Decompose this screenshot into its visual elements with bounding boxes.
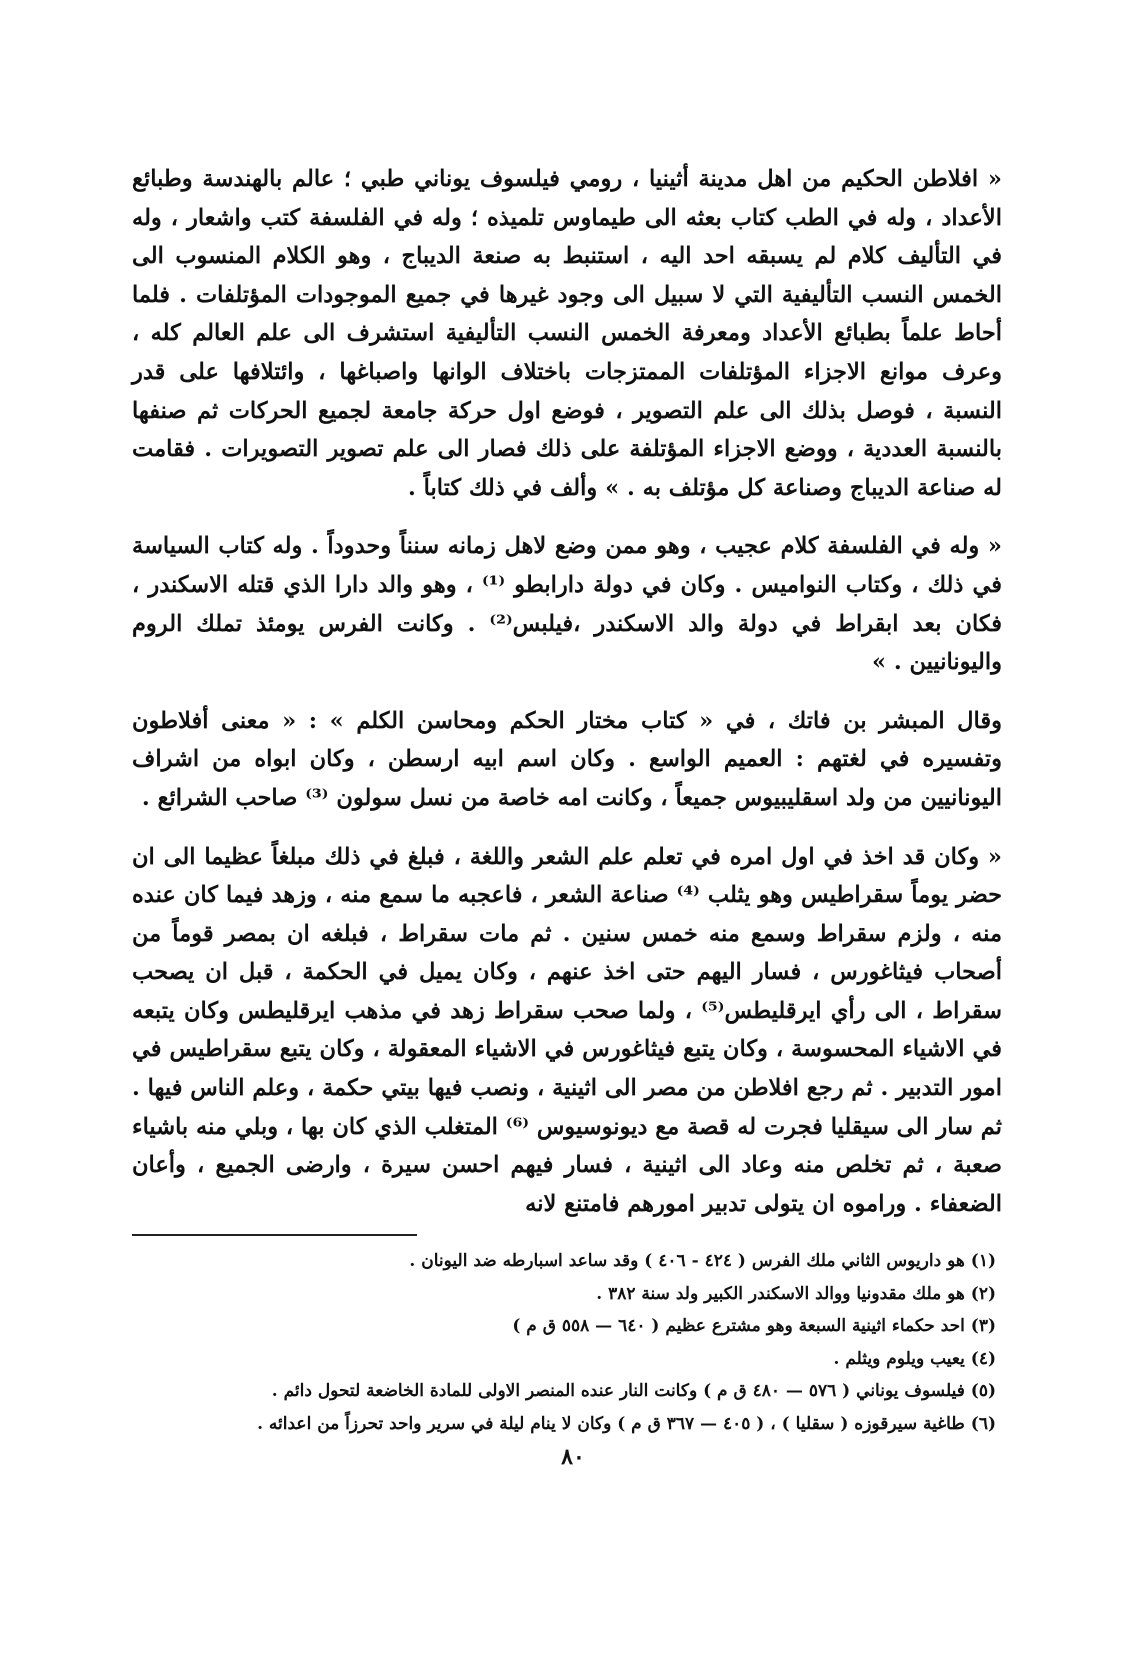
footnote-5: (٥) فيلسوف يوناني ( ٥٧٦ — ٤٨٠ ق م ) وكانت النار عنده المنصر الاولى للمادة الخاضعة لتحول دائم . (271, 1381, 996, 1401)
paragraph-4: « وكان قد اخذ في اول امره في تعلم علم الشعر واللغة ، فبلغ في ذلك مبلغاً عظيما الى ان حضر يوماً سقراطيس وهو يثلب ⁽⁴⁾ صناعة الشعر ، فاعجبه ما سمع منه ، وزهد فيما كان عنده منه ، ولزم سقراط وسمع منه خمس سنين . ثم مات سقراط ، فبلغه ان بمصر قوماً من أصحاب فيثاغورس ، فسار اليهم حتى اخذ عنهم ، وكان يميل في الحكمة ، قبل ان يصحب سقراط ، الى رأي ايرقليطس⁽⁵⁾ ، ولما صحب سقراط زهد في مذهب ايرقليطس وكان يتبعه في الاشياء المحسوسة ، وكان يتبع فيثاغورس في الاشياء المعقولة ، وكان يتبع سقراطيس في امور التدبير . ثم رجع افلاطن من مصر الى اثينية ، ونصب فيها بيتي حكمة ، وعلم الناس فيها . ثم سار الى سيقليا فجرت له قصة مع ديونوسيوس ⁽⁶⁾ المتغلب الذي كان بها ، وبلي منه باشياء صعبة ، ثم تخلص منه وعاد الى اثينية ، فسار فيهم احسن سيرة ، وارضى الجميع ، وأعان الضعفاء . وراموه ان يتولى تدبير امورهم فامتنع لانه (132, 843, 1002, 1217)
footnote-1: (١) هو داريوس الثاني ملك الفرس ( ٤٢٤ - ٤٠٦ ) وقد ساعد اسبارطه ضد اليونان . (409, 1251, 996, 1271)
footnote-6: (٦) طاغية سيرقوزه ( سقليا ) ، ( ٤٠٥ — ٣٦٧ ق م ) وكان لا ينام ليلة في سرير واحد تحرزاً من اعدائه . (257, 1413, 996, 1434)
footnote-4: (٤) يعيب ويلوم ويثلم . (833, 1348, 996, 1369)
page-number: ٨٠ (561, 1444, 585, 1470)
footnotes-list (236, 1245, 996, 1440)
paragraph-3: وقال المبشر بن فاتك ، في « كتاب مختار الحكم ومحاسن الكلم » : « معنى أفلاطون وتفسيره في لغتهم : العميم الواسع . وكان اسم ابيه ارسطن ، وكان ابواه من اشراف اليونانيين من ولد اسقليبيوس جميعاً ، وكانت امه خاصة من نسل سولون ⁽³⁾ صاحب الشرائع . (132, 707, 1002, 811)
footnote-2: (٢) هو ملك مقدونيا ووالد الاسكندر الكبير ولد سنة ٣٨٢ . (596, 1283, 996, 1304)
footnote-divider (132, 1234, 417, 1236)
footnote-3: (٣) احد حكماء اثينية السبعة وهو مشترع عظيم ( ٦٤٠ — ٥٥٨ ق م ) (512, 1316, 996, 1336)
paragraph-2: « وله في الفلسفة كلام عجيب ، وهو ممن وضع لاهل زمانه سنناً وحدوداً . وله كتاب السياسة في ذلك ، وكتاب النواميس . وكان في دولة دارابطو ⁽¹⁾ ، وهو والد دارا الذي قتله الاسكندر ، فكان بعد ابقراط في دولة والد الاسكندر ،فيلبس⁽²⁾ . وكانت الفرس يومئذ تملك الروم واليونانيين . » (132, 533, 1002, 676)
main-text (132, 160, 1002, 1223)
paragraph-1: « افلاطن الحكيم من اهل مدينة أثينيا ، رومي فيلسوف يوناني طبي ؛ عالم بالهندسة وطبائع الأعداد ، وله في الطب كتاب بعثه الى طيماوس تلميذه ؛ وله في الفلسفة كتب واشعار ، وله في التأليف كلام لم يسبقه احد اليه ، استنبط به صنعة الديباج ، وهو الكلام المنسوب الى الخمس النسب التأليفية التي لا سبيل الى وجود غيرها في جميع الموجودات المؤتلفات . فلما أحاط علماً بطبائع الأعداد ومعرفة الخمس النسب التأليفية استشرف الى علم العالم كله ، وعرف موانع الاجزاء المؤتلفات الممتزجات باختلاف الوانها واصباغها ، وائتلافها على قدر النسبة ، فوصل بذلك الى علم التصوير ، فوضع اول حركة جامعة لجميع الحركات ثم صنفها بالنسبة العددية ، ووضع الاجزاء المؤتلفة على ذلك فصار الى علم تصوير التصويرات . فقامت له صناعة الديباج وصناعة كل مؤتلف به . » وألف في ذلك كتاباً . (132, 166, 1002, 501)
